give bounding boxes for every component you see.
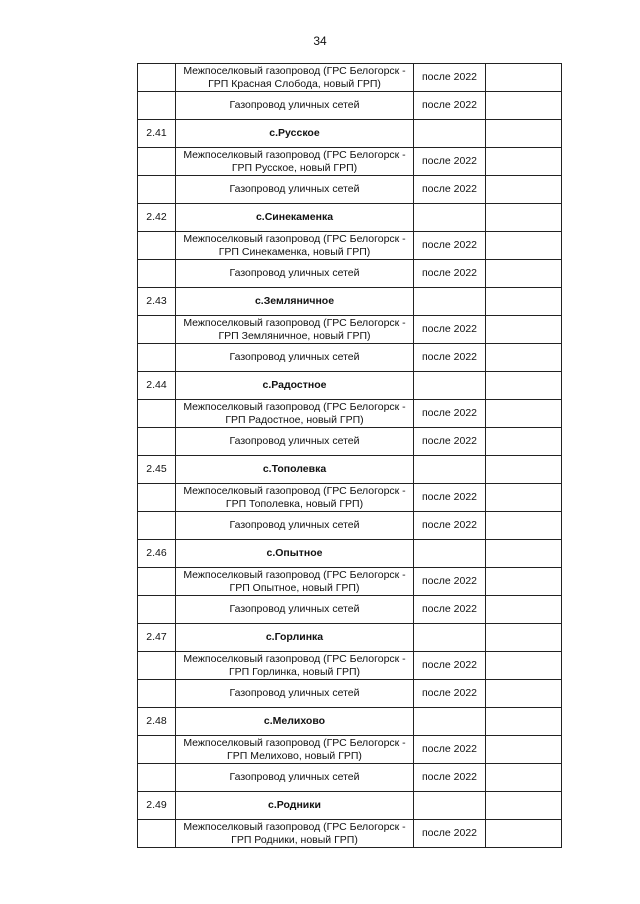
empty-cell: [486, 64, 562, 92]
empty-cell: [414, 708, 486, 736]
empty-cell: [486, 596, 562, 624]
pipeline-cell: Межпоселковый газопровод (ГРС Белогорск - ГРП Мелихово, новый ГРП): [176, 736, 414, 764]
term-cell: после 2022: [414, 148, 486, 176]
empty-cell: [486, 456, 562, 484]
empty-cell: [414, 372, 486, 400]
number-cell: [138, 428, 176, 456]
street-network-cell: Газопровод уличных сетей: [176, 680, 414, 708]
street-network-cell: Газопровод уличных сетей: [176, 344, 414, 372]
street-network-cell: Газопровод уличных сетей: [176, 260, 414, 288]
table-row: [138, 316, 562, 344]
empty-cell: [486, 428, 562, 456]
empty-cell: [486, 316, 562, 344]
number-cell: [138, 316, 176, 344]
table-row: [138, 596, 562, 624]
pipeline-cell: Межпоселковый газопровод (ГРС Белогорск - ГРП Синекаменка, новый ГРП): [176, 232, 414, 260]
term-cell: после 2022: [414, 736, 486, 764]
term-cell: после 2022: [414, 428, 486, 456]
term-cell: после 2022: [414, 652, 486, 680]
settlement-name: с.Родники: [176, 792, 414, 820]
term-cell: после 2022: [414, 64, 486, 92]
term-cell: после 2022: [414, 316, 486, 344]
table-row: [138, 64, 562, 92]
pipeline-cell: Межпоселковый газопровод (ГРС Белогорск - ГРП Горлинка, новый ГРП): [176, 652, 414, 680]
empty-cell: [486, 260, 562, 288]
empty-cell: [486, 372, 562, 400]
table-row: [138, 148, 562, 176]
table-row: [138, 260, 562, 288]
number-cell: [138, 512, 176, 540]
empty-cell: [486, 232, 562, 260]
empty-cell: [414, 120, 486, 148]
empty-cell: [486, 288, 562, 316]
term-cell: после 2022: [414, 820, 486, 848]
empty-cell: [486, 708, 562, 736]
settlement-header-row: [138, 288, 562, 316]
empty-cell: [486, 652, 562, 680]
pipeline-cell: Межпоселковый газопровод (ГРС Белогорск - ГРП Опытное, новый ГРП): [176, 568, 414, 596]
table-row: [138, 232, 562, 260]
settlement-name: с.Земляничное: [176, 288, 414, 316]
term-cell: после 2022: [414, 260, 486, 288]
term-cell: после 2022: [414, 596, 486, 624]
empty-cell: [486, 512, 562, 540]
pipeline-cell: Межпоселковый газопровод (ГРС Белогорск - ГРП Тополевка, новый ГРП): [176, 484, 414, 512]
table-row: [138, 428, 562, 456]
number-cell: [138, 568, 176, 596]
empty-cell: [486, 820, 562, 848]
settlement-header-row: [138, 624, 562, 652]
empty-cell: [486, 764, 562, 792]
settlement-name: с.Синекаменка: [176, 204, 414, 232]
number-cell: [138, 820, 176, 848]
number-cell: [138, 64, 176, 92]
table-row: [138, 680, 562, 708]
gas-pipeline-table: [137, 63, 562, 848]
table-row: [138, 568, 562, 596]
table-row: [138, 400, 562, 428]
empty-cell: [486, 540, 562, 568]
table-row: [138, 512, 562, 540]
term-cell: после 2022: [414, 568, 486, 596]
table-row: [138, 764, 562, 792]
term-cell: после 2022: [414, 344, 486, 372]
street-network-cell: Газопровод уличных сетей: [176, 176, 414, 204]
table-row: [138, 92, 562, 120]
settlement-name: с.Русское: [176, 120, 414, 148]
empty-cell: [486, 148, 562, 176]
table-row: [138, 820, 562, 848]
table-row: [138, 652, 562, 680]
term-cell: после 2022: [414, 484, 486, 512]
term-cell: после 2022: [414, 764, 486, 792]
row-number: 2.43: [138, 288, 176, 316]
table-row: [138, 176, 562, 204]
settlement-header-row: [138, 792, 562, 820]
number-cell: [138, 680, 176, 708]
street-network-cell: Газопровод уличных сетей: [176, 92, 414, 120]
term-cell: после 2022: [414, 400, 486, 428]
empty-cell: [414, 204, 486, 232]
street-network-cell: Газопровод уличных сетей: [176, 596, 414, 624]
settlement-header-row: [138, 456, 562, 484]
number-cell: [138, 344, 176, 372]
number-cell: [138, 764, 176, 792]
table-row: [138, 484, 562, 512]
row-number: 2.46: [138, 540, 176, 568]
settlement-header-row: [138, 372, 562, 400]
empty-cell: [486, 680, 562, 708]
settlement-name: с.Опытное: [176, 540, 414, 568]
term-cell: после 2022: [414, 176, 486, 204]
settlement-name: с.Горлинка: [176, 624, 414, 652]
empty-cell: [486, 624, 562, 652]
number-cell: [138, 260, 176, 288]
row-number: 2.42: [138, 204, 176, 232]
row-number: 2.45: [138, 456, 176, 484]
pipeline-cell: Межпоселковый газопровод (ГРС Белогорск - ГРП Радостное, новый ГРП): [176, 400, 414, 428]
street-network-cell: Газопровод уличных сетей: [176, 764, 414, 792]
empty-cell: [486, 176, 562, 204]
number-cell: [138, 176, 176, 204]
row-number: 2.44: [138, 372, 176, 400]
empty-cell: [414, 456, 486, 484]
pipeline-cell: Межпоселковый газопровод (ГРС Белогорск - ГРП Земляничное, новый ГРП): [176, 316, 414, 344]
number-cell: [138, 652, 176, 680]
term-cell: после 2022: [414, 680, 486, 708]
settlement-name: с.Радостное: [176, 372, 414, 400]
row-number: 2.48: [138, 708, 176, 736]
term-cell: после 2022: [414, 512, 486, 540]
number-cell: [138, 232, 176, 260]
empty-cell: [414, 792, 486, 820]
pipeline-cell: Межпоселковый газопровод (ГРС Белогорск - ГРП Красная Слобода, новый ГРП): [176, 64, 414, 92]
number-cell: [138, 400, 176, 428]
number-cell: [138, 596, 176, 624]
empty-cell: [486, 400, 562, 428]
settlement-name: с.Тополевка: [176, 456, 414, 484]
settlement-header-row: [138, 708, 562, 736]
number-cell: [138, 736, 176, 764]
empty-cell: [486, 344, 562, 372]
row-number: 2.47: [138, 624, 176, 652]
table-row: [138, 736, 562, 764]
empty-cell: [486, 792, 562, 820]
empty-cell: [486, 736, 562, 764]
street-network-cell: Газопровод уличных сетей: [176, 428, 414, 456]
pipeline-cell: Межпоселковый газопровод (ГРС Белогорск - ГРП Родники, новый ГРП): [176, 820, 414, 848]
settlement-header-row: [138, 120, 562, 148]
empty-cell: [486, 484, 562, 512]
row-number: 2.49: [138, 792, 176, 820]
empty-cell: [414, 624, 486, 652]
term-cell: после 2022: [414, 232, 486, 260]
table-row: [138, 344, 562, 372]
term-cell: после 2022: [414, 92, 486, 120]
number-cell: [138, 92, 176, 120]
empty-cell: [486, 120, 562, 148]
empty-cell: [414, 540, 486, 568]
settlement-header-row: [138, 540, 562, 568]
street-network-cell: Газопровод уличных сетей: [176, 512, 414, 540]
empty-cell: [486, 568, 562, 596]
number-cell: [138, 148, 176, 176]
settlement-name: с.Мелихово: [176, 708, 414, 736]
empty-cell: [486, 92, 562, 120]
settlement-header-row: [138, 204, 562, 232]
empty-cell: [486, 204, 562, 232]
empty-cell: [414, 288, 486, 316]
number-cell: [138, 484, 176, 512]
pipeline-cell: Межпоселковый газопровод (ГРС Белогорск - ГРП Русское, новый ГРП): [176, 148, 414, 176]
row-number: 2.41: [138, 120, 176, 148]
page-number: 34: [313, 34, 327, 48]
